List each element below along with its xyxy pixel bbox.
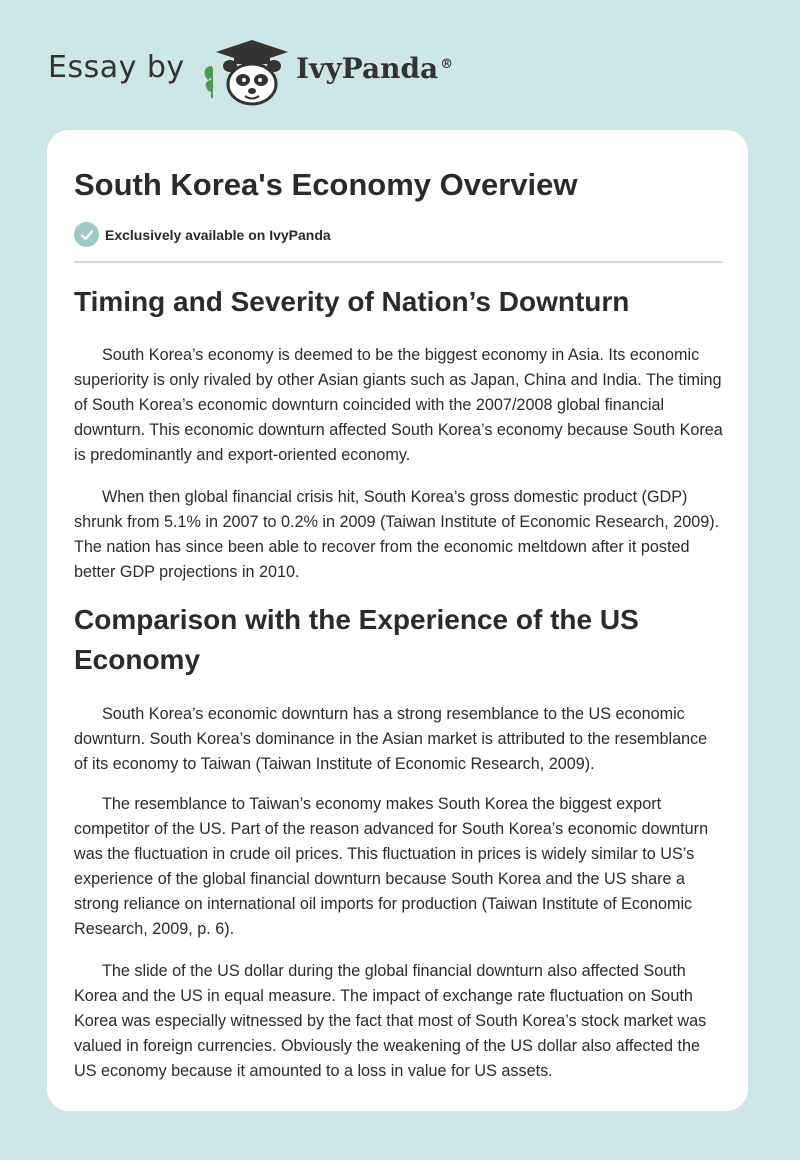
paragraph: The resemblance to Taiwan’s economy makes South Korea the biggest export competitor of the US. Part of the reason advanced for South Korea’s economic downturn was the fluctuation in crude oil prices. This fluctuation in prices is widely similar to US’s experience of the global financial downturn because South Korea and the US share a strong reliance on international oil imports for production (Taiwan Institute of Economic Research, 2009, p. 6). <box>74 795 709 938</box>
brand-name[interactable]: IvyPanda ® <box>296 52 454 85</box>
paragraph: The slide of the US dollar during the global financial downturn also affected South Korea and the US in equal measure. The impact of exchange rate fluctuation on South Korea was especially witnessed by the fact that most of South Korea’s stock market was valued in foreign currencies. Obviously the weakening of the US dollar also affected the US economy because it amounted to a loss in value for US assets. <box>74 962 707 1080</box>
paragraph: South Korea’s economic downturn has a strong resemblance to the US economic downturn. South Korea’s dominance in the Asian market is attributed to the resemblance of its economy to Taiwan (Taiwan Institute of Economic Research, 2009). <box>74 705 708 773</box>
registered-mark: ® <box>440 56 454 72</box>
paragraph: When then global financial crisis hit, South Korea’s gross domestic product (GDP) shrunk from 5.1% in 2007 to 0.2% in 2009 (Taiwan Institute of Economic Research, 2009). The nation has since been able to recover from the economic meltdown after it posted better GDP projections in 2010. <box>74 488 720 581</box>
title-divider <box>74 261 723 263</box>
section-heading-comparison: Comparison with the Experience of the US Economy <box>74 604 639 675</box>
exclusive-badge <box>74 222 331 247</box>
panda-graduation-cap-logo-icon <box>200 36 292 108</box>
exclusive-badge-label: Exclusively available on IvyPanda <box>105 226 331 243</box>
essay-card <box>47 130 748 1111</box>
paragraph: South Korea’s economy is deemed to be the biggest economy in Asia. Its economic superiority is only rivaled by other Asian giants such as Japan, China and India. The timing of South Korea’s economic downturn coincided with the 2007/2008 global financial downturn. This economic downturn affected South Korea’s economy because South Korea is predominantly and export-oriented economy. <box>74 346 723 464</box>
page-title: South Korea's Economy Overview <box>74 167 578 202</box>
site-header <box>0 0 800 120</box>
section-heading-timing: Timing and Severity of Nation’s Downturn <box>74 286 630 317</box>
check-icon <box>74 222 99 247</box>
essay-by-label: Essay by <box>48 50 185 85</box>
